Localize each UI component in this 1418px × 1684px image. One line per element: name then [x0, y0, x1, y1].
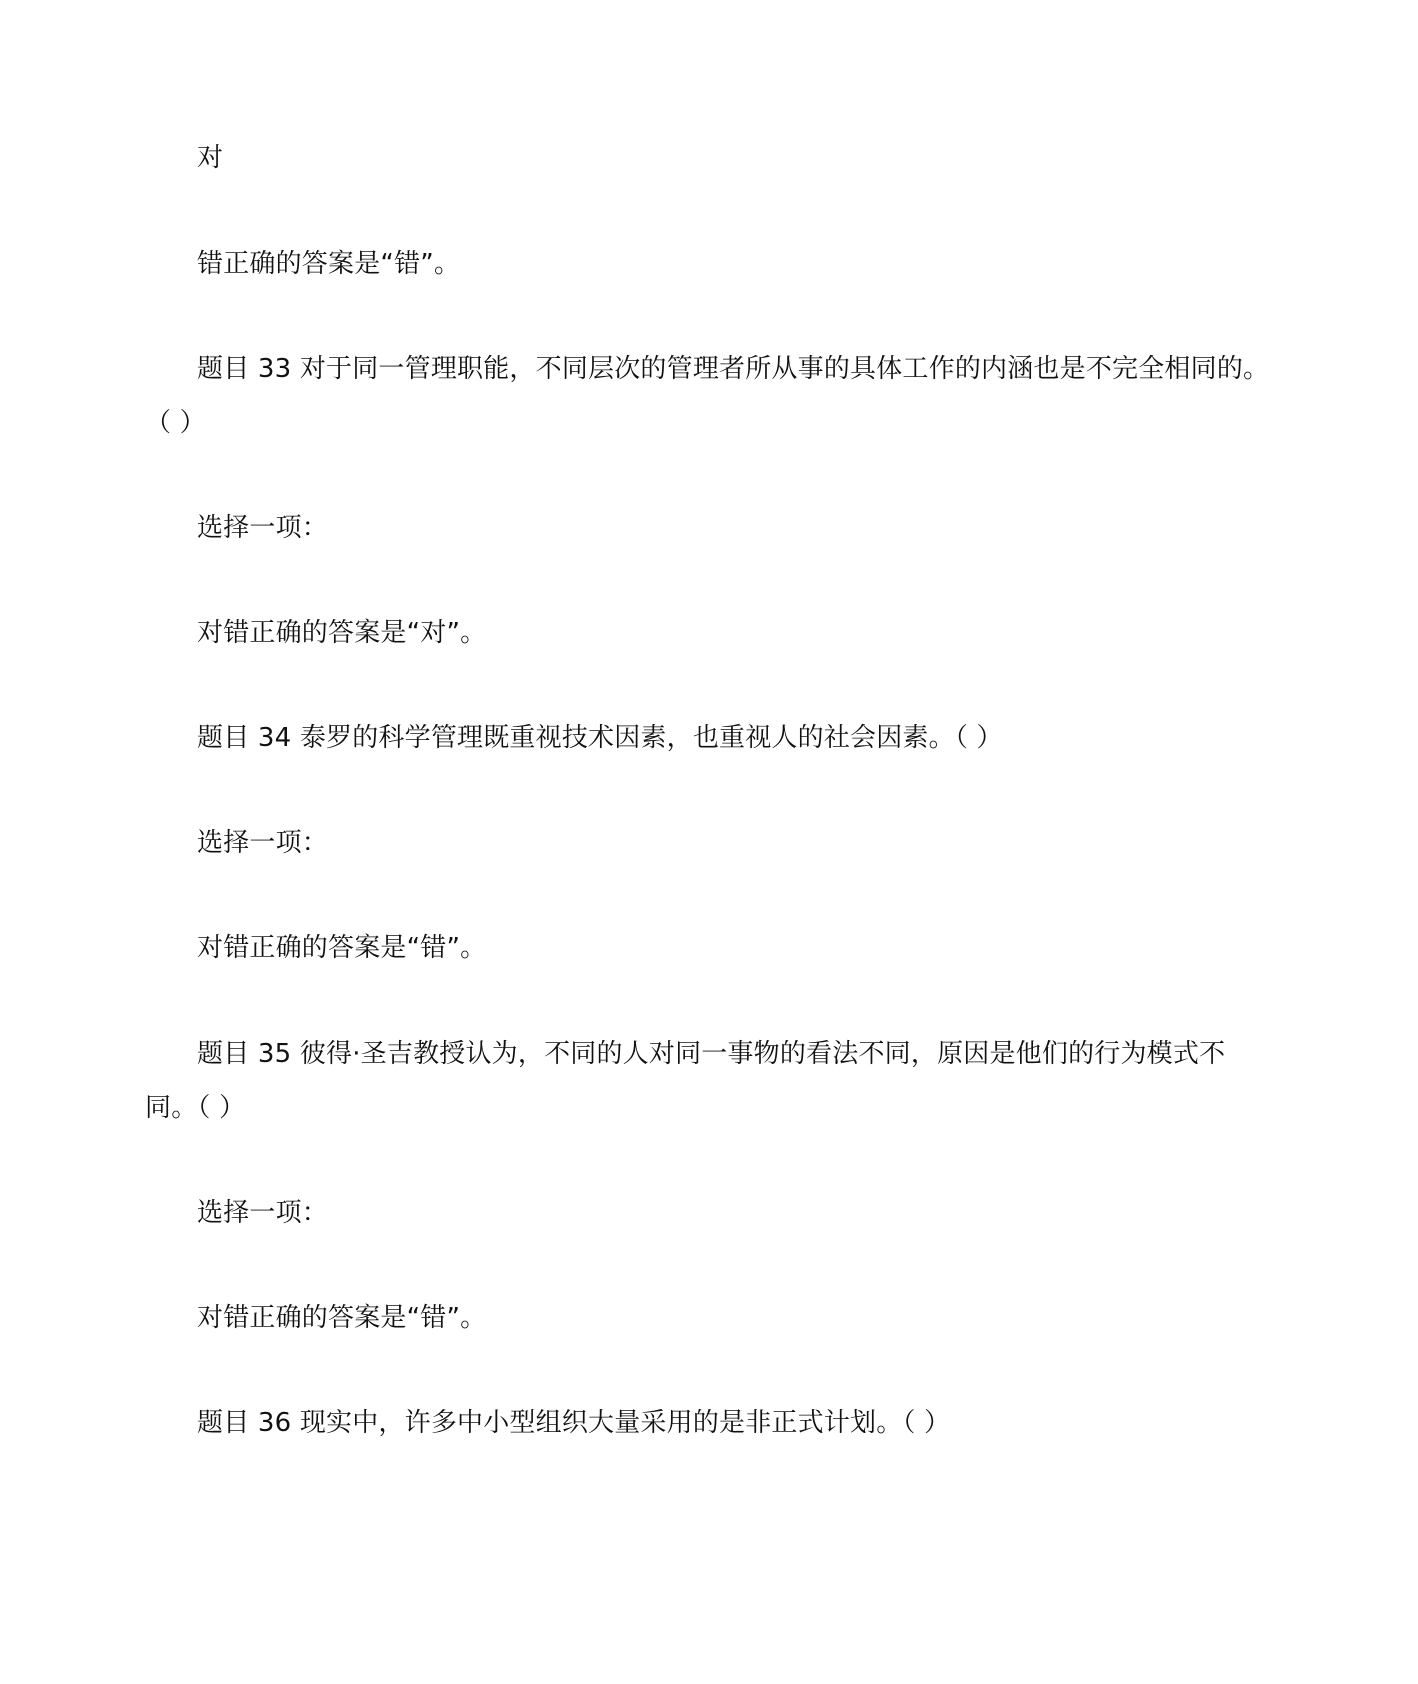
question-34-answer: 对错正确的答案是“错”。: [197, 933, 487, 963]
question-33-answer: 对错正确的答案是“对”。: [197, 618, 487, 648]
answer-text: 错正确的答案是“错”。: [197, 249, 461, 279]
question-36-text: 题目 36 现实中，许多中小型组织大量采用的是非正式计划。（ ）: [197, 1408, 951, 1438]
question-35-text: 题目 35 彼得·圣吉教授认为，不同的人对同一事物的看法不同，原因是他们的行为模式不: [197, 1039, 1226, 1069]
question-35-choice-prompt: 选择一项：: [197, 1198, 329, 1228]
question-33-choice-prompt: 选择一项：: [197, 513, 329, 543]
question-35-continuation: 同。（ ）: [145, 1093, 246, 1123]
question-34-text: 题目 34 泰罗的科学管理既重视技术因素，也重视人的社会因素。（ ）: [197, 723, 1003, 753]
option-true-text: 对: [197, 143, 224, 173]
question-35-answer: 对错正确的答案是“错”。: [197, 1303, 487, 1333]
question-34-choice-prompt: 选择一项：: [197, 828, 329, 858]
question-33-text: 题目 33 对于同一管理职能，不同层次的管理者所从事的具体工作的内涵也是不完全相同的。: [197, 354, 1270, 384]
question-33-parentheses: （ ）: [145, 408, 206, 438]
